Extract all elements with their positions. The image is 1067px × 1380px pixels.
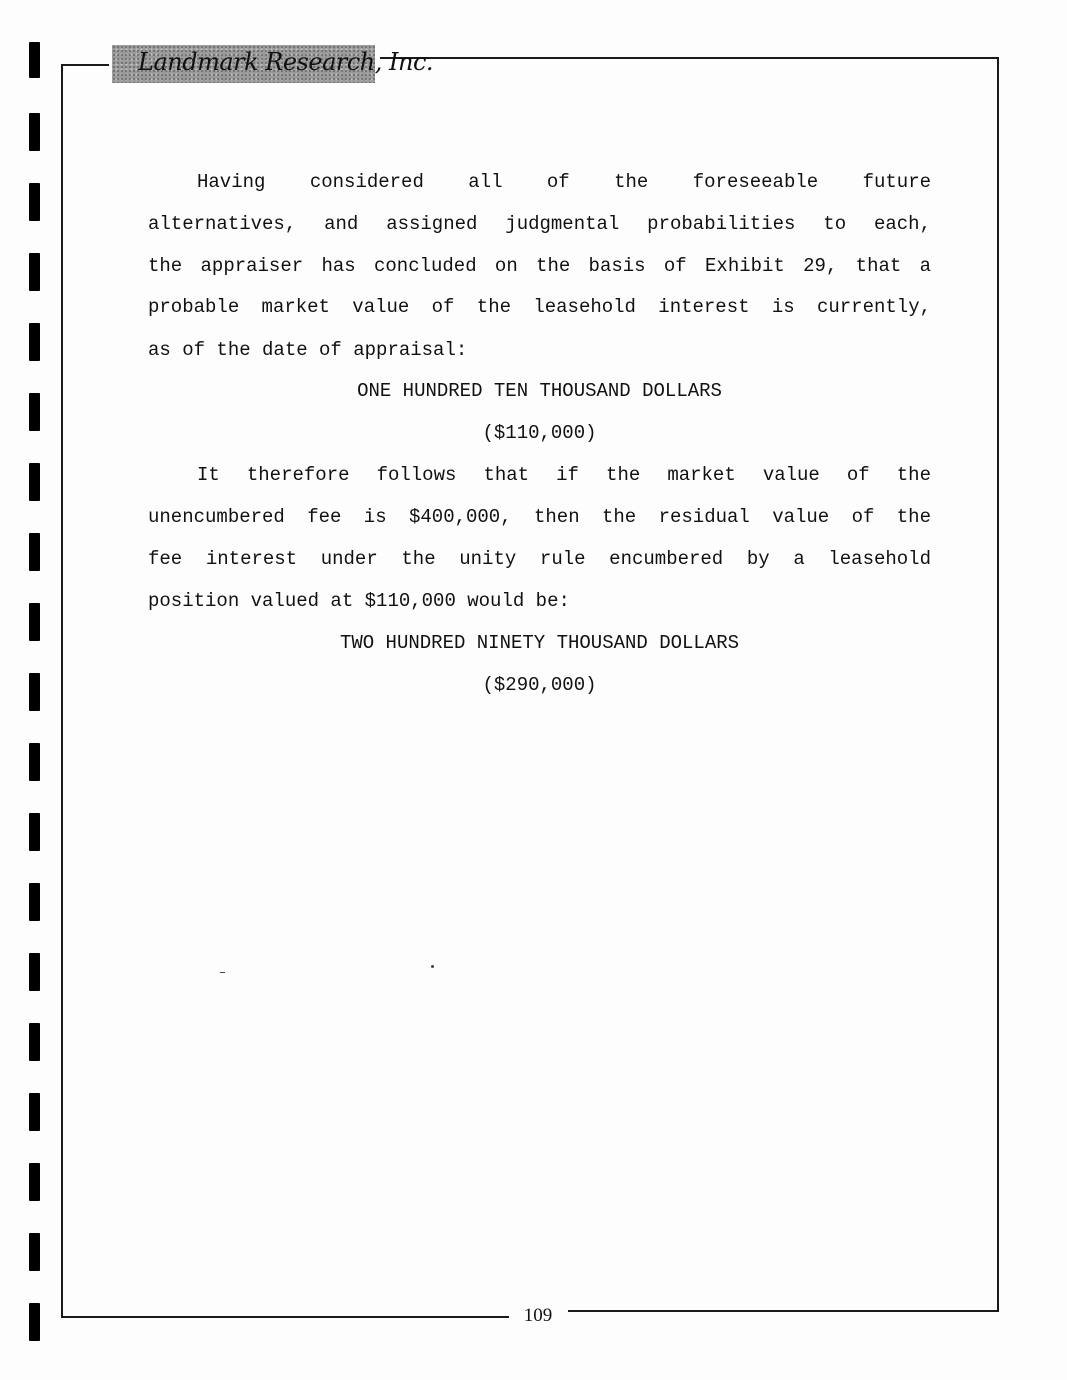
text-line: Having considered all of the foreseeable future xyxy=(197,171,931,193)
frame-border-top xyxy=(380,57,999,59)
punch-hole xyxy=(29,533,40,571)
frame-border-top xyxy=(61,64,109,66)
text-line: unencumbered fee is $400,000, then the residual value of the xyxy=(148,506,931,528)
punch-hole xyxy=(29,323,40,361)
text-line: alternatives, and assigned judgmental probabilities to each, xyxy=(148,213,931,235)
punch-hole xyxy=(29,1023,40,1061)
fee-value-words: TWO HUNDRED NINETY THOUSAND DOLLARS xyxy=(339,632,740,654)
punch-hole xyxy=(29,393,40,431)
text-line: probable market value of the leasehold interest is currently, xyxy=(148,296,931,318)
page-number: 109 xyxy=(523,1305,553,1326)
text-line: It therefore follows that if the market value of the xyxy=(197,464,931,486)
scan-speck xyxy=(431,965,434,968)
punch-hole xyxy=(29,883,40,921)
punch-hole xyxy=(29,42,40,78)
company-name: Landmark Research, Inc. xyxy=(138,48,434,76)
punch-hole xyxy=(29,1093,40,1131)
punch-hole xyxy=(29,113,40,151)
frame-border-left xyxy=(61,64,63,1318)
frame-border-bottom xyxy=(568,1310,999,1312)
text-line: as of the date of appraisal: xyxy=(148,339,468,361)
punch-hole xyxy=(29,743,40,781)
punch-hole xyxy=(29,463,40,501)
punch-hole xyxy=(29,1233,40,1271)
punch-hole xyxy=(29,673,40,711)
punch-hole xyxy=(29,603,40,641)
text-line: position valued at $110,000 would be: xyxy=(148,590,570,612)
text-line: the appraiser has concluded on the basis of Exhibit 29, that a xyxy=(148,255,931,277)
punch-hole xyxy=(29,183,40,221)
punch-hole xyxy=(29,253,40,291)
fee-value-figure: ($290,000) xyxy=(482,674,597,696)
leasehold-value-words: ONE HUNDRED TEN THOUSAND DOLLARS xyxy=(357,380,722,402)
text-line: fee interest under the unity rule encumbered by a leasehold xyxy=(148,548,931,570)
letterhead-logo xyxy=(112,45,434,83)
punch-hole xyxy=(29,813,40,851)
frame-border-bottom xyxy=(61,1316,509,1318)
punch-hole xyxy=(29,1303,40,1341)
frame-border-right xyxy=(997,57,999,1310)
leasehold-value-figure: ($110,000) xyxy=(482,422,597,444)
punch-hole xyxy=(29,953,40,991)
punch-hole xyxy=(29,1163,40,1201)
scan-speck xyxy=(220,972,225,973)
